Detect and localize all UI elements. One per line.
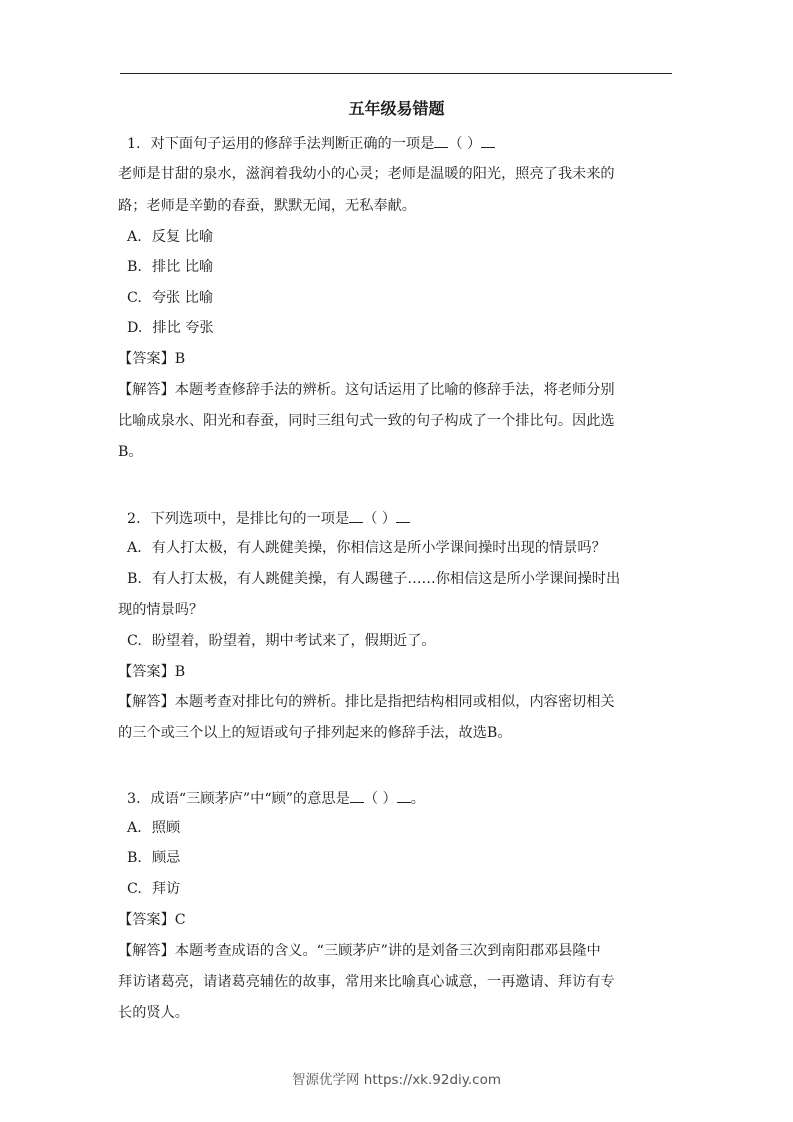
answer-blank (396, 508, 410, 523)
option-a: A. 照顾 (127, 820, 181, 836)
answer-blank (481, 133, 495, 148)
question-text: 对下面句子运用的修辞手法判断正确的一项是 (150, 136, 435, 152)
passage-line: 路；老师是辛勤的春蚕，默默无闻，无私奉献。 (118, 198, 416, 214)
answer: 【答案】B (118, 664, 186, 680)
answer-blank (434, 133, 448, 148)
option-c: C. 夸张 比喻 (127, 290, 214, 306)
page-title: 五年级易错题 (348, 99, 445, 118)
explanation-line: B。 (118, 444, 143, 460)
explanation-line: 【解答】本题考查成语的含义。“三顾茅庐”讲的是刘备三次到南阳郡邓县隆中 (118, 943, 601, 959)
explanation-line: 拜访诸葛亮，请诸葛亮辅佐的故事，常用来比喻真心诚意，一再邀请、拜访有专 (118, 974, 615, 990)
explanation-line: 长的贤人。 (118, 1005, 189, 1021)
option-a: A. 反复 比喻 (127, 229, 214, 245)
explanation-line: 【解答】本题考查修辞手法的辨析。这句话运用了比喻的修辞手法，将老师分别 (118, 382, 615, 398)
answer-blank (349, 508, 363, 523)
answer-blank (350, 788, 364, 803)
answer-parentheses: （ ） (363, 791, 397, 807)
question-text: 成语“三顾茅庐”中“顾”的意思是 (150, 791, 350, 807)
option-b: B. 排比 比喻 (127, 259, 214, 275)
question-number: 3. (127, 791, 141, 807)
question-1-stem (127, 133, 687, 154)
answer-parentheses: （ ） (363, 511, 397, 527)
question-number: 1. (127, 136, 141, 152)
question-text: 下列选项中，是排比句的一项是 (150, 511, 350, 527)
footer-watermark: 智源优学网 https://xk.92diy.com (292, 1072, 501, 1088)
answer-blank (397, 788, 411, 803)
question-number: 2. (127, 511, 141, 527)
explanation-line: 的三个或三个以上的短语或句子排列起来的修辞手法，故选B。 (118, 725, 512, 741)
option-d: D. 排比 夸张 (127, 320, 214, 336)
header-rule (120, 73, 672, 74)
explanation-line: 【解答】本题考查对排比句的辨析。排比是指把结构相同或相似，内容密切相关 (118, 694, 615, 710)
passage-line: 老师是甘甜的泉水，滋润着我幼小的心灵；老师是温暖的阳光，照亮了我未来的 (118, 166, 615, 182)
answer-parentheses: （ ） (448, 136, 482, 152)
option-c: C. 拜访 (127, 881, 181, 897)
question-3-stem: 3. 成语“三顾茅庐”中“顾”的意思是 （ ） 。 (127, 788, 687, 809)
answer: 【答案】B (118, 351, 186, 367)
option-b: B. 顾忌 (127, 850, 181, 866)
option-c: C. 盼望着，盼望着，期中考试来了，假期近了。 (127, 633, 436, 649)
answer: 【答案】C (118, 912, 186, 928)
option-b: B. 有人打太极，有人跳健美操，有人踢毽子……你相信这是所小学课间操时出 (127, 571, 621, 587)
question-2-stem (127, 508, 687, 529)
option-b-continuation: 现的情景吗？ (118, 602, 204, 618)
option-a: A. 有人打太极，有人跳健美操，你相信这是所小学课间操时出现的情景吗？ (127, 540, 606, 556)
explanation-line: 比喻成泉水、阳光和春蚕，同时三组句式一致的句子构成了一个排比句。因此选 (118, 413, 615, 429)
